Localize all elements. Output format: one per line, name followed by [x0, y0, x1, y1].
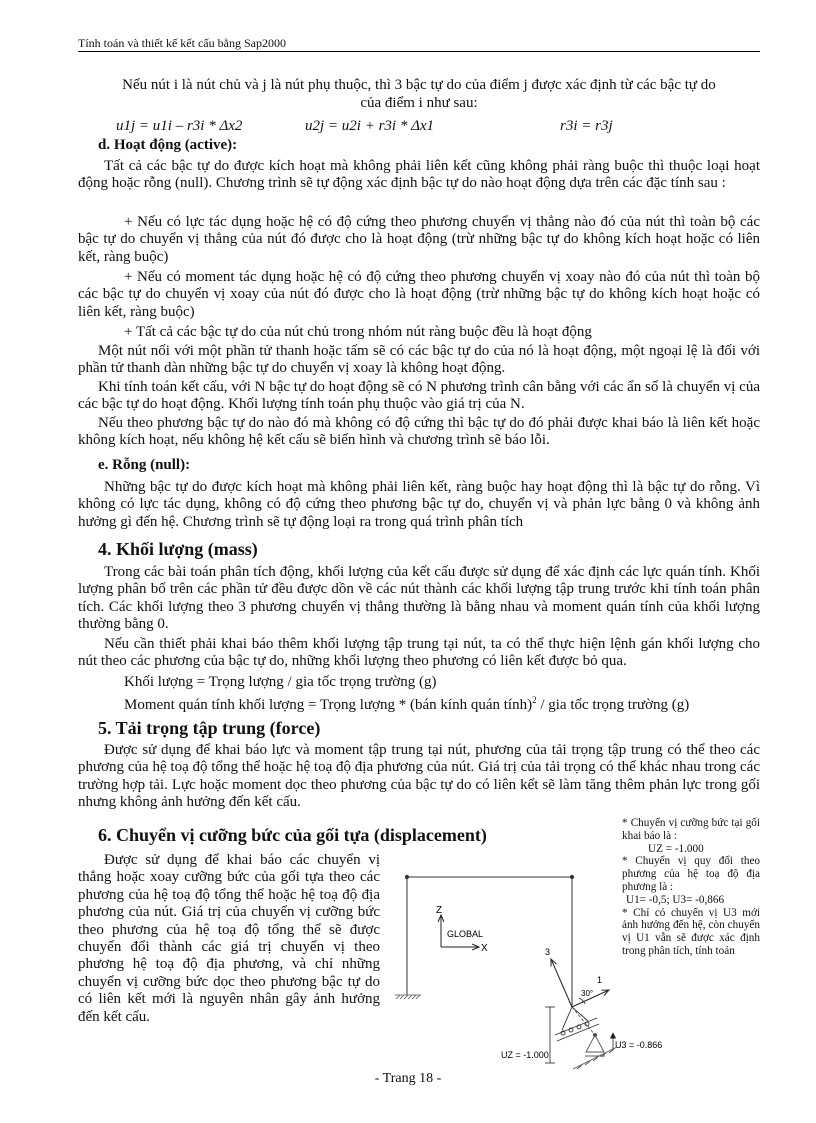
equation-3: r3i = r3j [560, 118, 613, 134]
angle-label: 30° [581, 989, 594, 998]
local-axis-3-label: 3 [545, 947, 551, 957]
heading-mass: 4. Khối lượng (mass) [98, 539, 258, 559]
note-1: * Chuyển vị cưỡng bức tại gối khai báo là : [622, 817, 760, 842]
inclined-roller-support-icon [555, 1007, 599, 1041]
intro-line-1: Nếu nút i là nút chủ và j là nút phụ thuộc, thì 3 bậc tự do của điểm j được xác định từ các bậc tự do [122, 77, 716, 93]
d-bullet-1: + Nếu có lực tác dụng hoặc hệ có độ cứng theo phương chuyển vị thẳng nào đó của nút thì toàn bộ các bậc tự do chuyển vị thẳng của nút đó được cho là hoạt động (trừ những bậc tự do không kích hoạt hoặc có liên kết, ràng buộc) [78, 214, 760, 265]
displaced-support-icon [572, 1007, 617, 1069]
support-displacement-figure [385, 855, 685, 1070]
note-1-value: UZ = -1.000 [648, 842, 704, 855]
d-paragraph-2: Một nút nối với một phần tử thanh hoặc tấm sẽ có các bậc tự do của nó là hoạt động, một ngoại lệ là đối với phần tử thanh dàn những bậc tự do chuyển vị xoay là không hoạt động. [78, 343, 760, 377]
force-paragraph-1: Được sử dụng để khai báo lực và moment tập trung tại nút, phương của tải trọng tập trung có thể theo các phương của hệ toạ độ tổng thể hoặc hệ toạ độ địa phương của nút. Giá trị của tải trọng có thể khác nhau trong các trường hợp tải. Lực hoặc moment dọc theo phương của bậc tự do có liên kết sẽ làm tăng thêm phản lực trong gối nhưng không ảnh hưởng đến kết cấu. [78, 742, 760, 811]
d-paragraph-3: Khi tính toán kết cấu, với N bậc tự do hoạt động sẽ có N phương trình cân bằng với các ẩn số là chuyển vị của các bậc tự do hoạt động. Khối lượng tính toán phụ thuộc vào giá trị của N. [78, 379, 760, 413]
fixed-support-icon [395, 995, 421, 999]
page-number: - Trang 18 - [374, 1071, 442, 1086]
heading-d: d. Hoạt động (active): [98, 137, 238, 153]
mass-paragraph-1: Trong các bài toán phân tích động, khối lượng của kết cấu được sử dụng để xác định các lực quán tính. Khối lượng phân bố trên các phần tử đều được dồn về các nút thành các khối lượng tập trung trước khi tính toán phân tích. Các khối lượng theo 3 phương chuyển vị thẳng thường là bằng nhau và moment quán tính của khối lượng thường bằng 0. [78, 564, 760, 633]
axis-x-label: X [481, 943, 488, 954]
heading-e: e. Rỗng (null): [98, 457, 191, 473]
note-2: * Chuyển vị quy đổi theo phương của hệ toạ độ địa phương là : [622, 855, 760, 893]
local-axis-1-label: 1 [597, 975, 603, 985]
d-paragraph-1: Tất cả các bậc tự do được kích hoạt mà không phải liên kết cũng không phải ràng buộc thì thuộc loại hoạt động hoặc rỗng (null). Chương trình sẽ tự động xác định bậc tự do nào hoạt động dựa trên các đặc tính sau : [78, 158, 760, 192]
d-bullet-2: + Nếu có moment tác dụng hoặc hệ có độ cứng theo phương chuyển vị xoay nào đó của nút thì toàn bộ các bậc tự do chuyển vị xoay của nút đó được cho là hoạt động (trừ những bậc tự do không kích hoạt hoặc có liên kết, ràng buộc) [78, 269, 760, 320]
d-bullet-3: + Tất cả các bậc tự do của nút chủ trong nhóm nút ràng buộc đều là hoạt động [124, 324, 592, 340]
heading-force: 5. Tải trọng tập trung (force) [98, 718, 321, 738]
mass-formula-2: Moment quán tính khối lượng = Trọng lượng * (bán kính quán tính)$^2$ / gia tốc trọng trường (g) [124, 695, 690, 713]
equation-1: u1j = u1i – r3i * Δx2 [116, 118, 243, 134]
d-paragraph-4: Nếu theo phương bậc tự do nào đó mà không có độ cứng thì bậc tự do đó phải được khai báo là liên kết hoặc không kích hoạt, nếu không hệ kết cấu sẽ biến hình và chương trình sẽ báo lỗi. [78, 415, 760, 449]
e-paragraph-1: Những bậc tự do được kích hoạt mà không phải liên kết, ràng buộc hay hoạt động thì là bậc tự do rỗng. Vì không có lực tác dụng, không có độ cứng theo phương bậc tự do, chuyển vị và phản lực bằng 0 và không ảnh hưởng gì đến hệ. Chương trình sẽ tự động loại ra trong quá trình phân tích [78, 479, 760, 530]
frame-structure [405, 875, 573, 1007]
global-label: GLOBAL [447, 929, 484, 939]
header-rule [78, 51, 760, 52]
mass-paragraph-2: Nếu cần thiết phải khai báo thêm khối lượng tập trung tại nút, ta có thể thực hiện lệnh gán khối lượng cho nút theo các phương của bậc tự do, những khối lượng theo phương có liên kết được bỏ qua. [78, 636, 760, 670]
page-header: Tính toán và thiết kế kết cấu bằng Sap2000 [78, 36, 286, 50]
uz-label: UZ = -1.000 [501, 1050, 549, 1060]
local-axis-3 [551, 959, 572, 1007]
note-3: * Chỉ có chuyển vị U3 mới ảnh hưởng đến hệ, còn chuyển vị U1 vẫn sẽ được xác định trong phân tích, tính toán [622, 906, 760, 957]
mass-formula-1: Khối lượng = Trọng lượng / gia tốc trọng trường (g) [124, 674, 437, 690]
intro-line-2: của điểm i như sau: [360, 95, 478, 111]
note-2-value: U1= -0,5; U3= -0,866 [626, 893, 725, 906]
displacement-paragraph-1: Được sử dụng để khai báo các chuyển vị thẳng hoặc xoay cưỡng bức của gối tựa theo các phương của hệ toạ độ tổng thể hoặc hệ toạ độ địa phương của nút. Giá trị của chuyển vị cưỡng bức theo phương của hệ toạ độ tổng thể sẽ được chuyển đổi thành các giá trị chuyển vị theo phương hệ toạ độ địa phương, và chỉ những chuyển vị cưỡng bức dọc theo phương bậc tự do có liên kết mới là nguyên nhân gây ảnh hưởng đến kết cấu. [78, 852, 380, 1025]
heading-displacement: 6. Chuyển vị cưỡng bức của gối tựa (displacement) [98, 825, 487, 845]
equation-2: u2j = u2i + r3i * Δx1 [305, 118, 435, 134]
u3-label: U3 = -0.866 [615, 1040, 663, 1050]
axis-z-label: Z [436, 905, 443, 916]
